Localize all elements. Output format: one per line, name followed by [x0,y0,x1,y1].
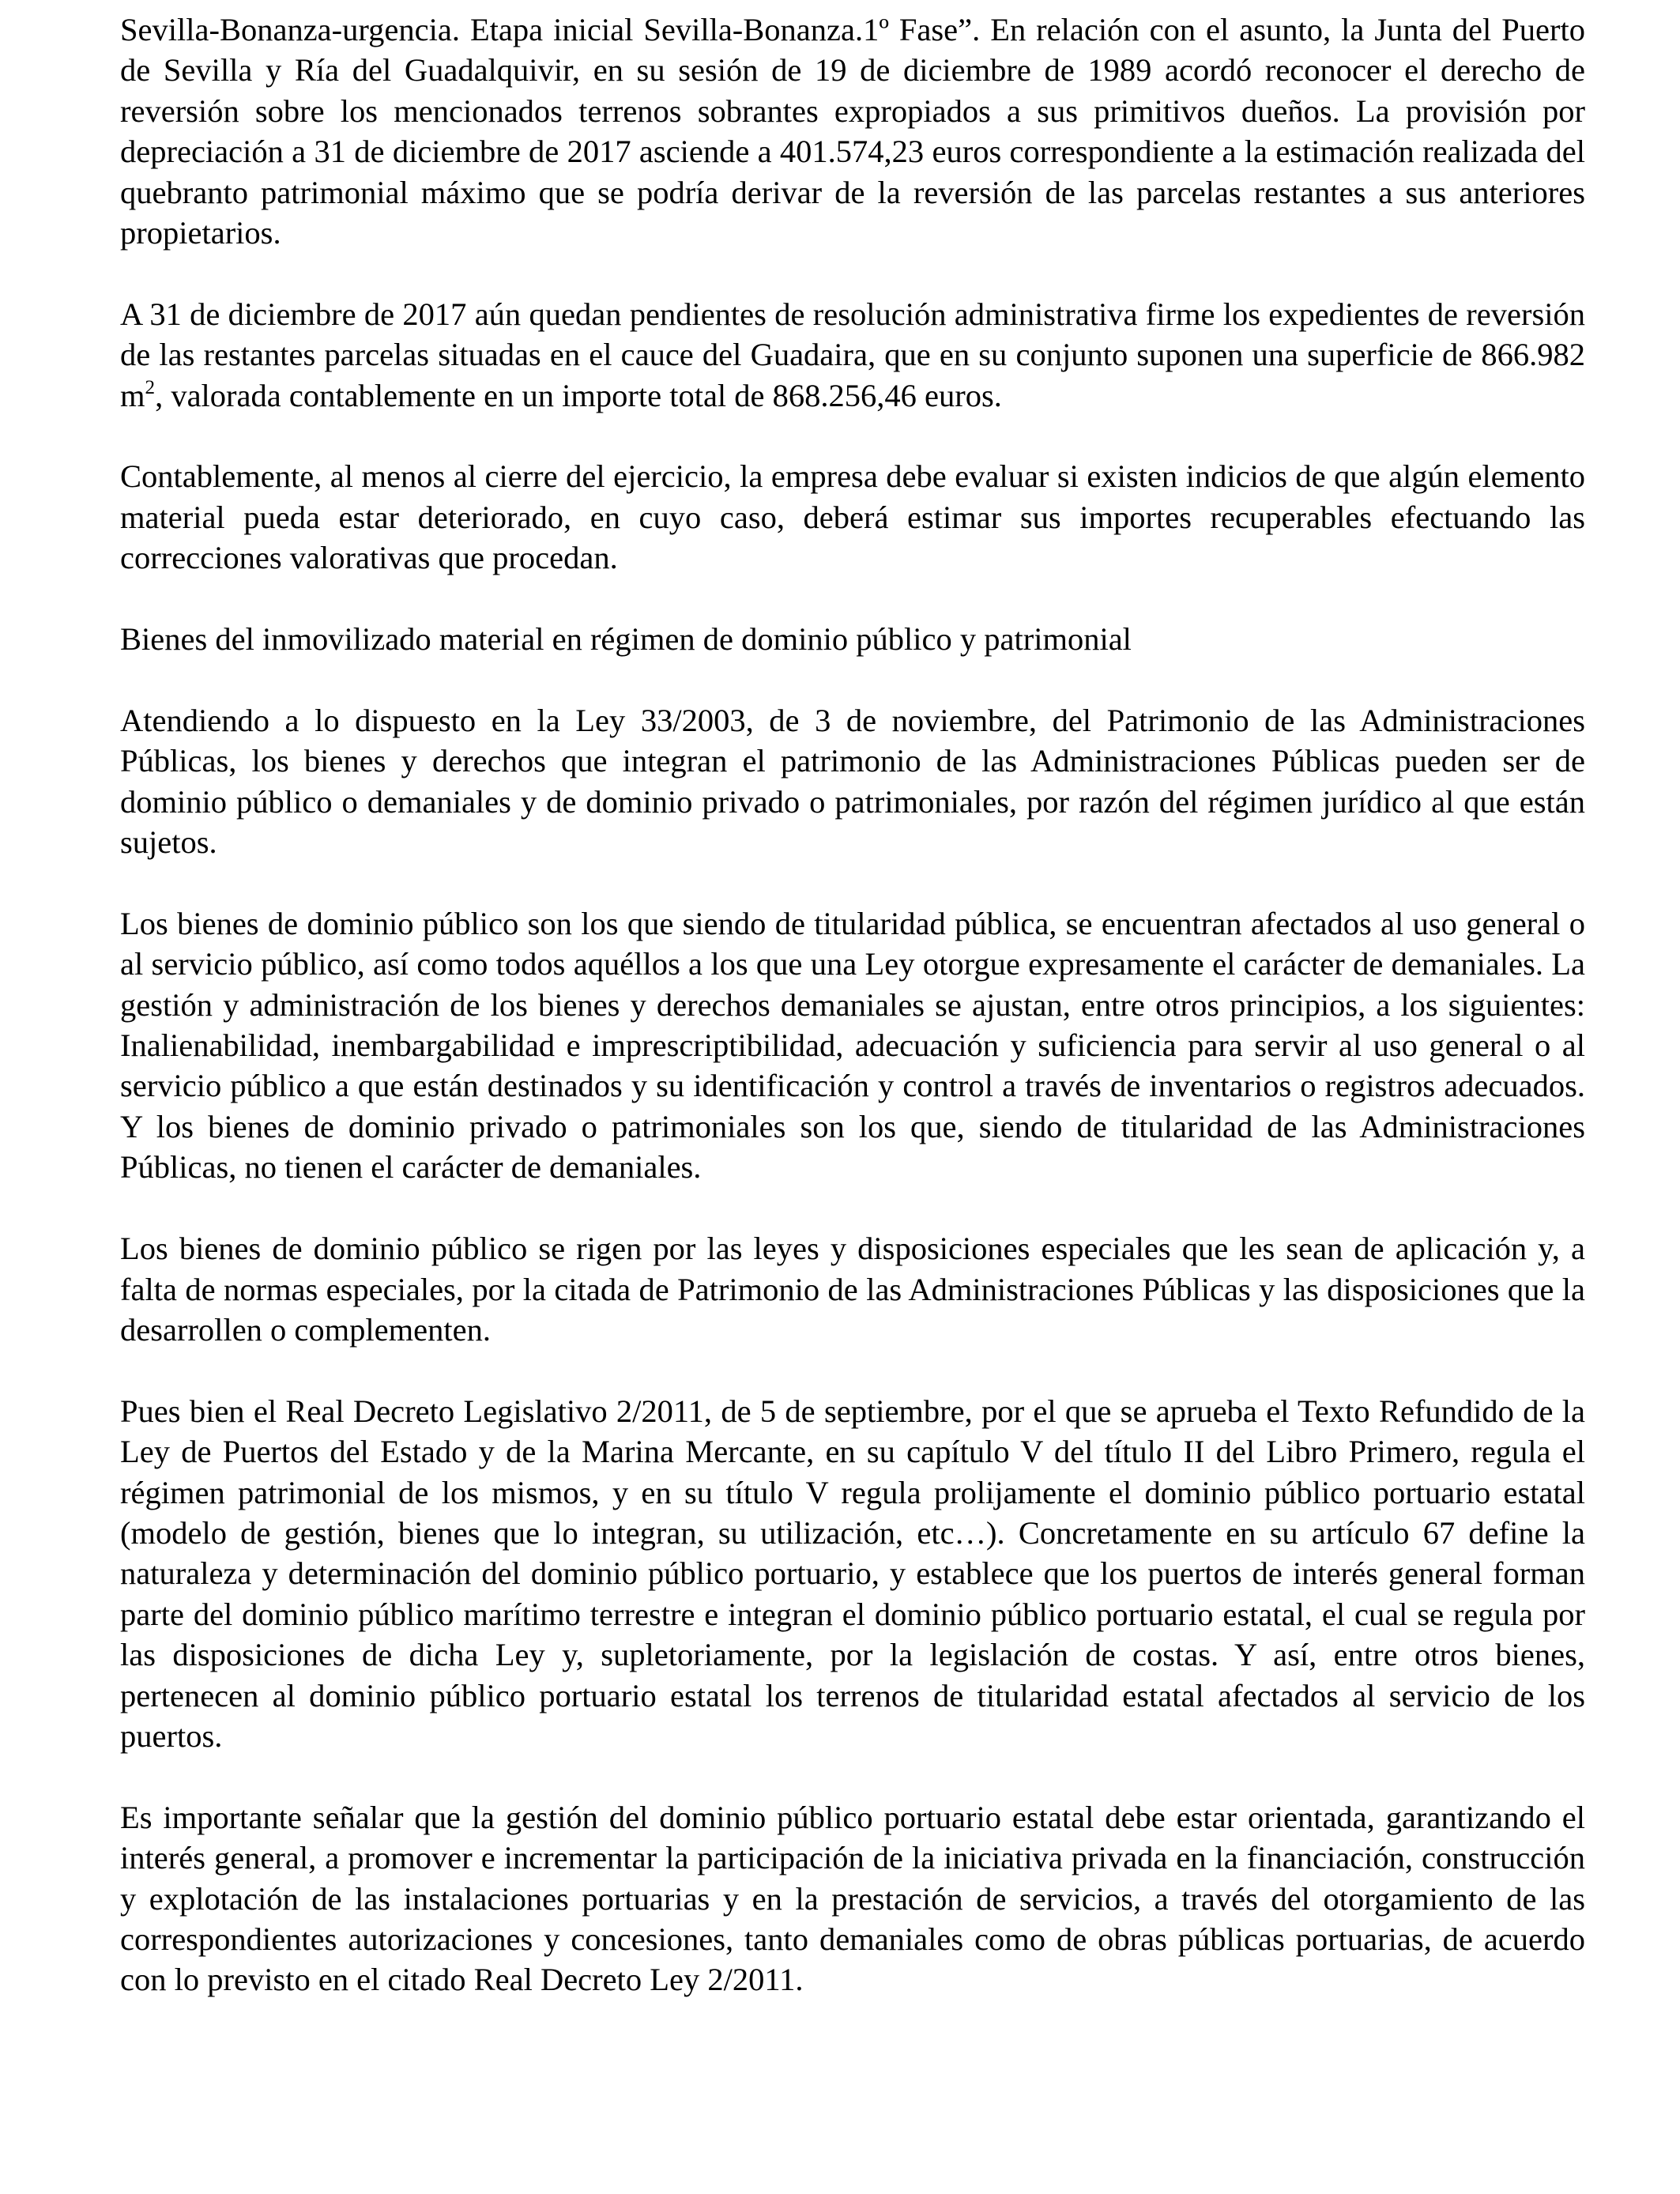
paragraph-public-domain-regulation: Los bienes de dominio público se rigen por las leyes y disposiciones especiales que les sean de aplicación y, a falta de normas especiales, por la citada de Patrimonio de las Administraciones Públicas y las disposiciones que la desarrollen o complementen. [120,1231,1585,1348]
paragraph-public-domain-definition: Los bienes de dominio público son los que siendo de titularidad pública, se encuentran afectados al uso general o al servicio público, así como todos aquéllos a los que una Ley otorgue expresamente el carácter de demaniales. La gestión y administración de los bienes y derechos demaniales se ajustan, entre otros principios, a los siguientes: Inalienabilidad, inembargabilidad e imprescriptibilidad, adecuación y suficiencia para servir al uso general o al servicio público a que están destinados y su identificación y control a través de inventarios o registros adecuados. Y los bienes de dominio privado o patrimoniales son los que, siendo de titularidad de las Administraciones Públicas, no tienen el carácter de demaniales. [120,905,1585,1186]
paragraph-law-33-2003: Atendiendo a lo dispuesto en la Ley 33/2003, de 3 de noviembre, del Patrimonio de las Administraciones Públicas, los bienes y derechos que integran el patrimonio de las Administraciones Públicas pueden ser de dominio público o demaniales y de dominio privado o patrimoniales, por razón del régimen jurídico al que están sujetos. [120,702,1585,861]
section-heading-public-domain-assets: Bienes del inmovilizado material en régimen de dominio público y patrimonial [120,621,1132,658]
paragraph-royal-decree-2-2011: Pues bien el Real Decreto Legislativo 2/2011, de 5 de septiembre, por el que se aprueba el Texto Refundido de la Ley de Puertos del Estado y de la Marina Mercante, en su capítulo V del título II del Libro Primero, regula el régimen patrimonial de los mismos, y en su título V regula prolijamente el dominio público portuario estatal (modelo de gestión, bienes que lo integran, su utilización, etc…). Concretamente en su artículo 67 define la naturaleza y determinación del dominio público portuario, y establece que los puertos de interés general forman parte del dominio público marítimo terrestre e integran el dominio público portuario estatal, el cual se regula por las disposiciones de dicha Ley y, supletoriamente, por la legislación de costas. Y así, entre otros bienes, pertenecen al dominio público portuario estatal los terrenos de titularidad estatal afectados al servicio de los puertos. [120,1393,1585,1754]
paragraph-reversion-provision: Sevilla-Bonanza-urgencia. Etapa inicial Sevilla-Bonanza.1º Fase”. En relación con el asunto, la Junta del Puerto de Sevilla y Ría del Guadalquivir, en su sesión de 19 de diciembre de 1989 acordó reconocer el derecho de reversión sobre los mencionados terrenos sobrantes expropiados a sus primitivos dueños. La provisión por depreciación a 31 de diciembre de 2017 asciende a 401.574,23 euros correspondiente a la estimación realizada del quebranto patrimonial máximo que se podría derivar de la reversión de las parcelas restantes a sus anteriores propietarios. [120,12,1585,251]
paragraph-pending-expedients-text-end: , valorada contablemente en un importe total de 868.256,46 euros. [155,377,1002,413]
paragraph-impairment-evaluation: Contablemente, al menos al cierre del ejercicio, la empresa debe evaluar si existen indicios de que algún elemento material pueda estar deteriorado, en cuyo caso, deberá estimar sus importes recuperables efectuando las correcciones valorativas que procedan. [120,458,1585,576]
paragraph-pending-expedients-text: A 31 de diciembre de 2017 aún quedan pendientes de resolución administrativa firme los expedientes de reversión de las restantes parcelas situadas en el cauce del Guadaira, que en su conjunto suponen una superficie de 866.982 m [120,296,1585,413]
paragraph-pending-expedients [120,294,1585,416]
paragraph-port-domain-management: Es importante señalar que la gestión del dominio público portuario estatal debe estar orientada, garantizando el interés general, a promover e incrementar la participación de la iniciativa privada en la financiación, construcción y explotación de las instalaciones portuarias y en la prestación de servicios, a través del otorgamiento de las correspondientes autorizaciones y concesiones, tanto demaniales como de obras públicas portuarias, de acuerdo con lo previsto en el citado Real Decreto Ley 2/2011. [120,1799,1585,1998]
square-meters-superscript: 2 [145,376,156,398]
document-page [120,9,1585,2041]
